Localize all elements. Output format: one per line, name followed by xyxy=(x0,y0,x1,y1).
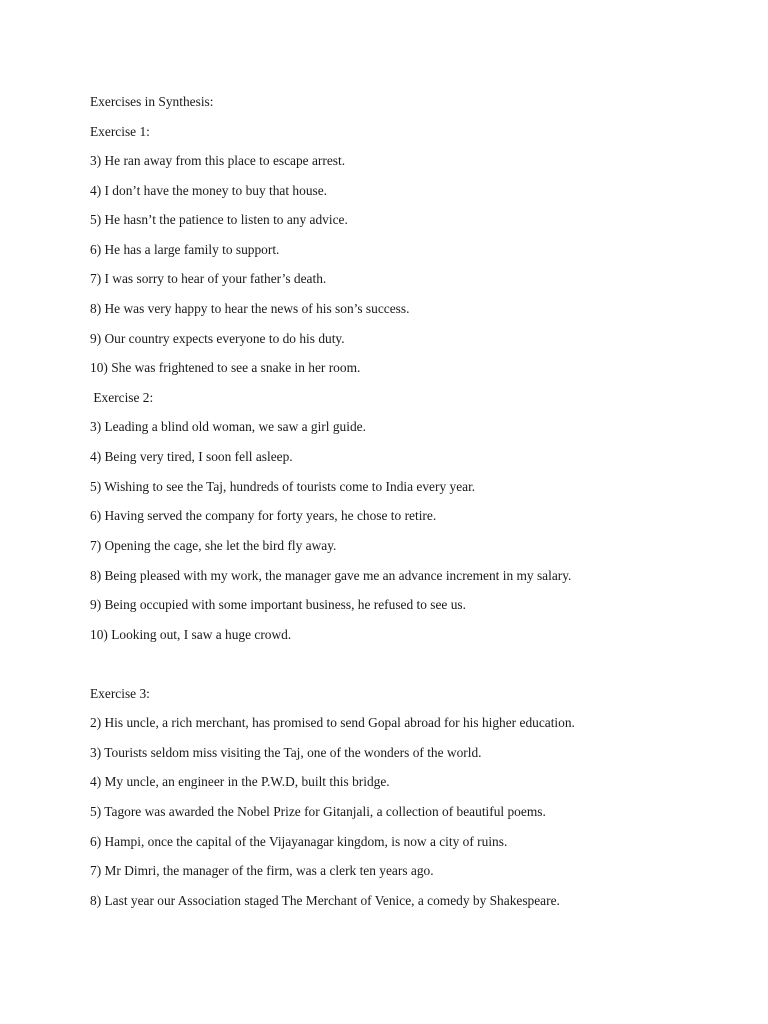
exercise-3-title: Exercise 3: xyxy=(90,686,150,701)
exercise-2-item: 4) Being very tired, I soon fell asleep. xyxy=(90,449,293,464)
exercise-2-item: 6) Having served the company for forty years, he chose to retire. xyxy=(90,508,437,523)
exercise-3-item: 7) Mr Dimri, the manager of the firm, was a clerk ten years ago. xyxy=(90,863,434,878)
exercise-2-item: 10) Looking out, I saw a huge crowd. xyxy=(90,627,292,642)
exercise-3-item: 6) Hampi, once the capital of the Vijayanagar kingdom, is now a city of ruins. xyxy=(90,834,508,849)
exercise-2-item: 9) Being occupied with some important business, he refused to see us. xyxy=(90,597,466,612)
exercise-2-item: 3) Leading a blind old woman, we saw a girl guide. xyxy=(90,419,366,434)
exercise-1-item: 6) He has a large family to support. xyxy=(90,242,280,257)
exercise-3-item: 5) Tagore was awarded the Nobel Prize for Gitanjali, a collection of beautiful poems. xyxy=(90,804,546,819)
exercise-1-title: Exercise 1: xyxy=(90,124,150,139)
exercise-2-item: 5) Wishing to see the Taj, hundreds of tourists come to India every year. xyxy=(90,479,476,494)
exercise-3-item: 8) Last year our Association staged The Merchant of Venice, a comedy by Shakespeare. xyxy=(90,893,560,908)
exercise-1-item: 9) Our country expects everyone to do his duty. xyxy=(90,331,345,346)
exercise-3-item: 4) My uncle, an engineer in the P.W.D, built this bridge. xyxy=(90,774,390,789)
exercise-1-item: 10) She was frightened to see a snake in her room. xyxy=(90,360,361,375)
exercise-1-item: 8) He was very happy to hear the news of his son’s success. xyxy=(90,301,410,316)
document-heading: Exercises in Synthesis: xyxy=(90,94,214,109)
exercise-3-item: 2) His uncle, a rich merchant, has promised to send Gopal abroad for his higher education. xyxy=(90,715,575,730)
exercise-2-item: 8) Being pleased with my work, the manager gave me an advance increment in my salary. xyxy=(90,568,572,583)
exercise-1-item: 4) I don’t have the money to buy that house. xyxy=(90,183,328,198)
exercise-1-item: 3) He ran away from this place to escape arrest. xyxy=(90,153,346,168)
exercise-1-item: 5) He hasn’t the patience to listen to any advice. xyxy=(90,212,348,227)
exercise-2-title: Exercise 2: xyxy=(90,390,154,405)
exercise-3-item: 3) Tourists seldom miss visiting the Taj, one of the wonders of the world. xyxy=(90,745,482,760)
exercise-1-item: 7) I was sorry to hear of your father’s death. xyxy=(90,271,327,286)
exercise-2-item: 7) Opening the cage, she let the bird fly away. xyxy=(90,538,337,553)
